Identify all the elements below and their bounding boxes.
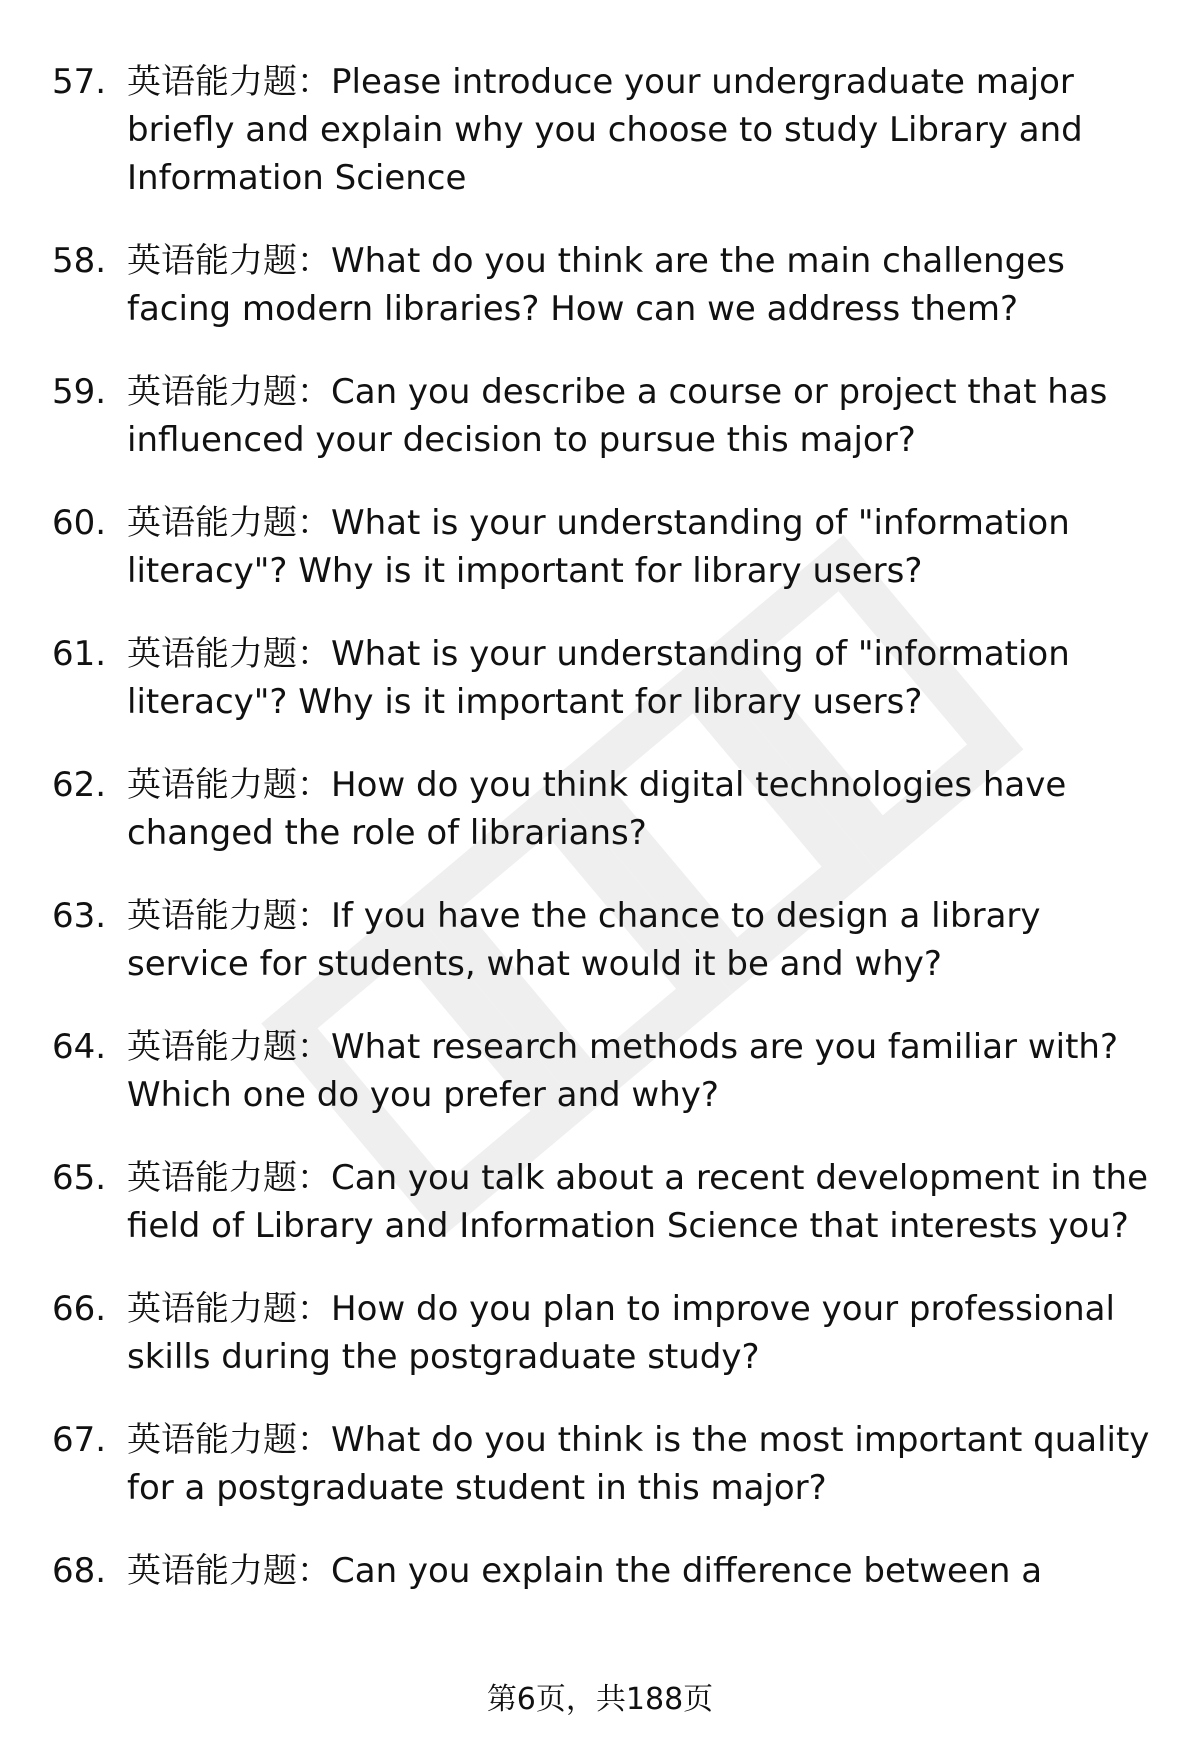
question-item bbox=[52, 1547, 1162, 1595]
question-item bbox=[52, 368, 1162, 464]
question-text: Can you talk about a recent development in the field of Library and Information Science that interests you? bbox=[127, 1158, 1149, 1246]
question-label: 英语能力题： bbox=[127, 896, 331, 936]
question-text: How do you think digital technologies have changed the role of librarians? bbox=[127, 765, 1067, 853]
page-footer: 第6页，共188页 bbox=[486, 1682, 714, 1717]
question-item bbox=[52, 1416, 1162, 1512]
question-number: 60. bbox=[52, 503, 107, 543]
question-item bbox=[52, 892, 1162, 988]
question-text: Please introduce your undergraduate major briefly and explain why you choose to study Library and Information Science bbox=[127, 62, 1083, 198]
question-list bbox=[52, 58, 1162, 1630]
question-item bbox=[52, 499, 1162, 595]
question-item bbox=[52, 58, 1162, 202]
question-label: 英语能力题： bbox=[127, 1420, 331, 1460]
question-number: 68. bbox=[52, 1551, 107, 1591]
question-item bbox=[52, 1023, 1162, 1119]
question-label: 英语能力题： bbox=[127, 765, 331, 805]
question-label: 英语能力题： bbox=[127, 503, 331, 543]
question-text: What research methods are you familiar with? Which one do you prefer and why? bbox=[127, 1027, 1118, 1115]
question-number: 65. bbox=[52, 1158, 107, 1198]
question-label: 英语能力题： bbox=[127, 62, 331, 102]
question-label: 英语能力题： bbox=[127, 241, 331, 281]
question-number: 61. bbox=[52, 634, 107, 674]
question-item bbox=[52, 1285, 1162, 1381]
question-number: 58. bbox=[52, 241, 107, 281]
question-number: 64. bbox=[52, 1027, 107, 1067]
question-label: 英语能力题： bbox=[127, 634, 331, 674]
question-item bbox=[52, 1154, 1162, 1250]
question-label: 英语能力题： bbox=[127, 1551, 331, 1591]
question-number: 59. bbox=[52, 372, 107, 412]
question-label: 英语能力题： bbox=[127, 1027, 331, 1067]
question-text: What do you think is the most important quality for a postgraduate student in this major? bbox=[127, 1420, 1150, 1508]
question-item bbox=[52, 237, 1162, 333]
question-number: 63. bbox=[52, 896, 107, 936]
question-number: 57. bbox=[52, 62, 107, 102]
question-text: What do you think are the main challenges facing modern libraries? How can we address them? bbox=[127, 241, 1065, 329]
question-text: How do you plan to improve your professional skills during the postgraduate study? bbox=[127, 1289, 1115, 1377]
question-item bbox=[52, 761, 1162, 857]
question-text: Can you explain the difference between a bbox=[331, 1551, 1043, 1591]
question-number: 67. bbox=[52, 1420, 107, 1460]
question-text: What is your understanding of "information literacy"? Why is it important for library users? bbox=[127, 634, 1070, 722]
question-text: Can you describe a course or project that has influenced your decision to pursue this major? bbox=[127, 372, 1108, 460]
question-text: If you have the chance to design a library service for students, what would it be and why? bbox=[127, 896, 1041, 984]
question-label: 英语能力题： bbox=[127, 1158, 331, 1198]
question-text: What is your understanding of "information literacy"? Why is it important for library users? bbox=[127, 503, 1070, 591]
question-number: 66. bbox=[52, 1289, 107, 1329]
question-number: 62. bbox=[52, 765, 107, 805]
question-label: 英语能力题： bbox=[127, 372, 331, 412]
question-label: 英语能力题： bbox=[127, 1289, 331, 1329]
question-item bbox=[52, 630, 1162, 726]
